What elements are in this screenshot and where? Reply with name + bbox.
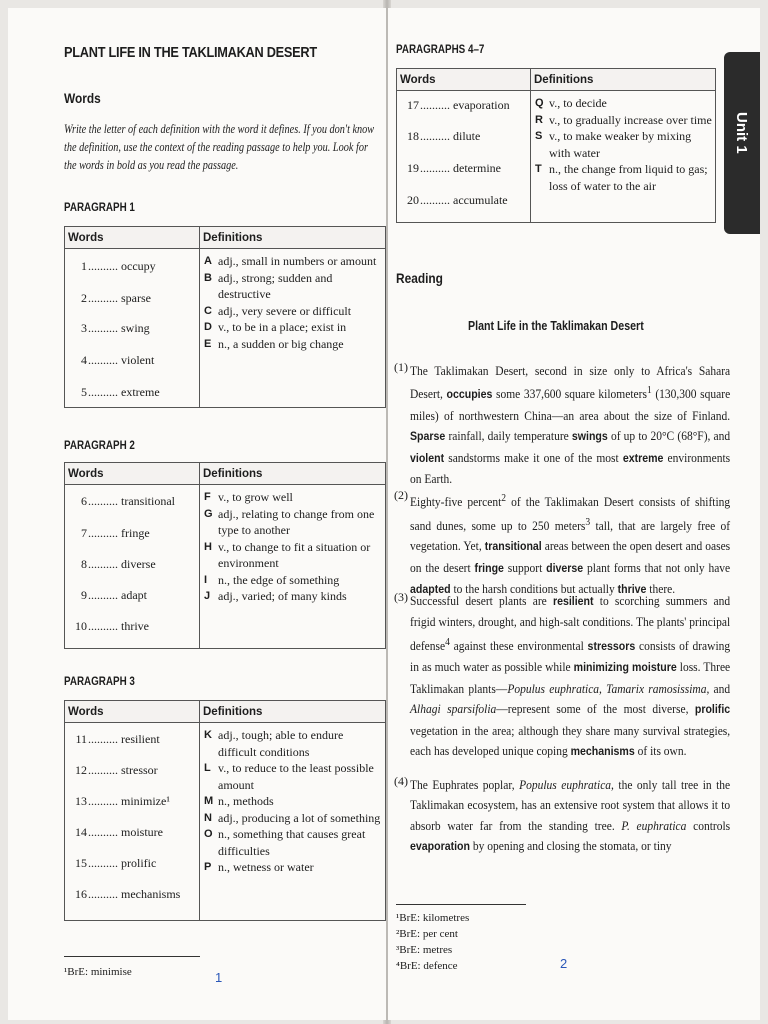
col-header-definitions: Definitions bbox=[200, 227, 386, 249]
col-header-definitions: Definitions bbox=[200, 701, 386, 723]
word-item bbox=[65, 485, 199, 517]
definition-text: n., the edge of something bbox=[218, 572, 340, 587]
word-item bbox=[65, 549, 199, 579]
unit-tab bbox=[724, 52, 760, 234]
paragraph-3-heading: PARAGRAPH 3 bbox=[64, 674, 135, 688]
vocab-table-p2 bbox=[64, 462, 386, 649]
footnote: ²BrE: per cent bbox=[396, 928, 458, 940]
vocab-word: sparse bbox=[121, 290, 151, 305]
word-item bbox=[65, 723, 199, 755]
definition-letter: L bbox=[204, 762, 211, 774]
definition-item bbox=[204, 506, 383, 539]
word-number: 8 bbox=[81, 556, 87, 571]
definition-text: n., something that causes great difficulties bbox=[218, 827, 366, 858]
definition-text: n., a sudden or big change bbox=[218, 336, 344, 351]
col-header-definitions: Definitions bbox=[531, 69, 716, 91]
definition-item bbox=[204, 270, 383, 303]
definition-letter: T bbox=[535, 163, 542, 175]
definition-letter: N bbox=[204, 811, 212, 824]
paragraph-1-heading: PARAGRAPH 1 bbox=[64, 200, 135, 214]
word-number: 20 bbox=[407, 192, 419, 207]
words-heading: Words bbox=[64, 90, 101, 106]
reading-paragraph-1: The Taklimakan Desert, second in size only to Africa's Sahara Desert, occupies some 337,600 square kilometers$^1$ (130,300 square miles) of northwestern China—an area about the size of Finland. Sparse rainfall, daily temperature swings of up to 20°C (68°F), and violent sandstorms make it one of the most extreme environments on Earth. bbox=[410, 364, 731, 487]
answer-blank[interactable]: .......... bbox=[88, 258, 118, 273]
word-number: 6 bbox=[81, 493, 87, 508]
definition-letter: K bbox=[204, 729, 212, 741]
answer-blank[interactable]: .......... bbox=[88, 855, 118, 870]
word-number: 14 bbox=[75, 824, 87, 839]
vocab-word: mechanisms bbox=[121, 886, 181, 901]
word-number: 2 bbox=[81, 290, 87, 305]
definition-text: adj., strong; sudden and destructive bbox=[218, 270, 333, 301]
page-title: PLANT LIFE IN THE TAKLIMAKAN DESERT bbox=[64, 44, 317, 61]
word-item bbox=[65, 377, 199, 407]
footnote-rule bbox=[64, 956, 200, 957]
vocab-word: occupy bbox=[121, 258, 156, 273]
answer-blank[interactable]: .......... bbox=[88, 793, 118, 808]
vocab-word: evaporation bbox=[453, 97, 510, 112]
right-page bbox=[388, 8, 760, 1020]
paragraph-mark: (1) bbox=[394, 360, 408, 374]
answer-blank[interactable]: .......... bbox=[420, 160, 450, 175]
definition-text: adj., varied; of many kinds bbox=[218, 589, 347, 603]
unit-tab-label: Unit 1 bbox=[733, 112, 750, 154]
footnotes bbox=[396, 910, 469, 974]
answer-blank[interactable]: .......... bbox=[88, 824, 118, 839]
word-list bbox=[397, 91, 530, 217]
definition-text: v., to gradually increase over time bbox=[549, 112, 712, 127]
definition-text: adj., producing a lot of something bbox=[218, 810, 381, 825]
paragraph-2-heading: PARAGRAPH 2 bbox=[64, 438, 135, 452]
word-item bbox=[65, 879, 199, 909]
vocab-word: moisture bbox=[121, 824, 163, 839]
col-header-words: Words bbox=[397, 69, 531, 91]
definition-text: v., to reduce to the least possible amount bbox=[218, 761, 374, 792]
instructions: Write the letter of each definition with the word it defines. If you don't know the definition, use the context of the reading passage to help you. Look for the words in bold as you read the passage. bbox=[64, 122, 375, 172]
col-header-words: Words bbox=[65, 227, 200, 249]
word-item bbox=[65, 817, 199, 847]
answer-blank[interactable]: .......... bbox=[88, 352, 118, 367]
word-number: 15 bbox=[75, 855, 87, 870]
word-number: 13 bbox=[75, 793, 87, 808]
definition-item bbox=[535, 112, 713, 129]
definition-list bbox=[535, 95, 713, 194]
definition-item bbox=[535, 161, 713, 194]
col-header-words: Words bbox=[65, 463, 200, 485]
definition-letter: O bbox=[204, 828, 213, 840]
reading-paragraph-2: Eighty-five percent$^2$ of the Taklimakan Desert consists of shifting sand dunes, some up to 250 meters$^3$ tall, that are largely free of vegetation. Yet, transitional areas between the open desert and oases on the desert fringe support diverse plant forms that not only have adapted to the harsh conditions but actually thrive there. bbox=[410, 493, 731, 596]
definition-text: v., to change to fit a situation or environment bbox=[218, 539, 371, 570]
definition-list bbox=[204, 489, 383, 605]
word-number: 4 bbox=[81, 352, 87, 367]
footnote: ³BrE: metres bbox=[396, 944, 453, 956]
definition-item bbox=[204, 489, 383, 506]
vocab-word: determine bbox=[453, 160, 501, 175]
definition-letter: B bbox=[204, 271, 212, 284]
word-item bbox=[65, 579, 199, 611]
footnote-rule bbox=[396, 904, 526, 905]
definition-letter: D bbox=[204, 321, 212, 333]
vocab-word: accumulate bbox=[453, 192, 508, 207]
word-number: 1 bbox=[81, 258, 87, 273]
definition-list bbox=[204, 253, 383, 352]
definition-item bbox=[204, 303, 383, 320]
word-item bbox=[65, 283, 199, 313]
word-item bbox=[65, 755, 199, 785]
page-number: 2 bbox=[560, 956, 568, 971]
definition-text: v., to make weaker by mixing with water bbox=[549, 129, 692, 160]
paragraphs-4-7-heading: PARAGRAPHS 4–7 bbox=[396, 42, 485, 56]
definition-text: adj., relating to change from one type to another bbox=[218, 506, 375, 537]
vocab-word: dilute bbox=[453, 128, 481, 143]
word-item bbox=[65, 517, 199, 549]
definition-item bbox=[204, 859, 383, 876]
definition-letter: R bbox=[535, 113, 543, 126]
answer-blank[interactable]: .......... bbox=[420, 128, 450, 143]
vocab-word: stressor bbox=[121, 762, 158, 777]
paragraph-mark: (3) bbox=[394, 590, 408, 604]
word-item bbox=[65, 313, 199, 343]
word-number: 7 bbox=[81, 525, 87, 540]
vocab-word: resilient bbox=[121, 731, 160, 746]
answer-blank[interactable]: .......... bbox=[88, 556, 118, 571]
definition-letter: C bbox=[204, 304, 212, 317]
footnote: ¹BrE: kilometres bbox=[396, 912, 470, 924]
answer-blank[interactable]: .......... bbox=[88, 886, 118, 901]
answer-blank[interactable]: .......... bbox=[88, 587, 118, 602]
reading-heading: Reading bbox=[396, 270, 443, 286]
definition-item bbox=[204, 793, 383, 810]
word-number: 19 bbox=[407, 160, 419, 175]
word-item bbox=[65, 249, 199, 283]
definition-item bbox=[204, 253, 383, 270]
word-number: 5 bbox=[81, 384, 87, 399]
vocab-word: minimize¹ bbox=[121, 793, 170, 808]
definition-text: adj., small in numbers or amount bbox=[218, 254, 377, 268]
definition-letter: S bbox=[535, 130, 543, 142]
vocab-word: fringe bbox=[121, 525, 150, 540]
definition-text: v., to grow well bbox=[218, 490, 293, 504]
answer-blank[interactable]: .......... bbox=[88, 525, 118, 540]
definition-text: n., methods bbox=[218, 794, 274, 808]
definition-text: adj., tough; able to endure difficult conditions bbox=[218, 728, 344, 759]
definition-item bbox=[204, 539, 383, 572]
definition-letter: J bbox=[204, 590, 211, 602]
definition-item bbox=[204, 760, 383, 793]
answer-blank[interactable]: .......... bbox=[88, 493, 118, 508]
col-header-words: Words bbox=[65, 701, 200, 723]
col-header-definitions: Definitions bbox=[200, 463, 386, 485]
word-number: 11 bbox=[75, 731, 87, 746]
definition-letter: Q bbox=[535, 97, 544, 109]
definition-letter: H bbox=[204, 540, 212, 553]
word-number: 10 bbox=[75, 618, 87, 633]
definition-item bbox=[204, 588, 383, 605]
word-number: 16 bbox=[75, 886, 87, 901]
definition-text: v., to decide bbox=[549, 96, 607, 110]
answer-blank[interactable]: .......... bbox=[88, 618, 118, 633]
definition-item bbox=[204, 727, 383, 760]
definition-item bbox=[204, 826, 383, 859]
vocab-word: extreme bbox=[121, 384, 160, 399]
passage-title: Plant Life in the Taklimakan Desert bbox=[468, 318, 644, 333]
definition-letter: F bbox=[204, 491, 211, 503]
reading-paragraph-3: Successful desert plants are resilient to scorching summers and frigid winters, drought, and high-salt conditions. The plants' principal defense$^4$ against these environmental stressors consists of drawing in as much water as possible while minimizing moisture loss. Three Taklimakan plants—Populus euphratica, Tamarix ramosissima, and Alhagi sparsifolia—represent some of the most diverse, prolific vegetation in the area; although they share many survival strategies, each has developed unique coping mechanisms of its own. bbox=[410, 594, 731, 758]
answer-blank[interactable]: .......... bbox=[88, 320, 118, 335]
vocab-table-p3 bbox=[64, 700, 386, 921]
answer-blank[interactable]: .......... bbox=[88, 762, 118, 777]
word-item bbox=[65, 847, 199, 879]
definition-letter: M bbox=[204, 795, 214, 807]
word-item bbox=[397, 153, 530, 183]
definition-item bbox=[204, 810, 383, 827]
definition-item bbox=[204, 336, 383, 353]
word-item bbox=[397, 183, 530, 217]
vocab-word: adapt bbox=[121, 587, 147, 602]
answer-blank[interactable]: .......... bbox=[420, 192, 450, 207]
vocab-word: diverse bbox=[121, 556, 156, 571]
vocab-word: violent bbox=[121, 352, 155, 367]
word-item bbox=[397, 91, 530, 119]
word-number: 18 bbox=[407, 128, 419, 143]
definition-item bbox=[535, 128, 713, 161]
footnote: ¹BrE: minimise bbox=[64, 966, 132, 978]
word-item bbox=[65, 611, 199, 641]
vocab-word: transitional bbox=[121, 493, 175, 508]
vocab-table-p1 bbox=[64, 226, 386, 408]
word-item bbox=[397, 119, 530, 153]
word-list bbox=[65, 723, 199, 909]
word-item bbox=[65, 785, 199, 817]
answer-blank[interactable]: .......... bbox=[420, 97, 450, 112]
vocab-word: prolific bbox=[121, 855, 157, 870]
paragraph-mark: (4) bbox=[394, 774, 408, 788]
definition-letter: E bbox=[204, 337, 212, 350]
definition-letter: P bbox=[204, 861, 212, 873]
word-number: 17 bbox=[407, 97, 419, 112]
definition-letter: I bbox=[204, 573, 208, 586]
vocab-table-p4-7 bbox=[396, 68, 716, 223]
paragraph-mark: (2) bbox=[394, 488, 408, 502]
definition-letter: G bbox=[204, 507, 213, 520]
word-list bbox=[65, 249, 199, 407]
definition-item bbox=[204, 572, 383, 589]
answer-blank[interactable]: .......... bbox=[88, 731, 118, 746]
definition-item bbox=[204, 319, 383, 336]
word-item bbox=[65, 343, 199, 377]
answer-blank[interactable]: .......... bbox=[88, 384, 118, 399]
definition-letter: A bbox=[204, 255, 212, 267]
definition-item bbox=[535, 95, 713, 112]
page-number: 1 bbox=[215, 970, 223, 985]
definition-text: n., wetness or water bbox=[218, 860, 314, 874]
definition-list bbox=[204, 727, 383, 876]
word-number: 3 bbox=[81, 320, 87, 335]
word-list bbox=[65, 485, 199, 641]
footnote: ⁴BrE: defence bbox=[396, 960, 458, 972]
answer-blank[interactable]: .......... bbox=[88, 290, 118, 305]
vocab-word: swing bbox=[121, 320, 150, 335]
vocab-word: thrive bbox=[121, 618, 149, 633]
definition-text: adj., very severe or difficult bbox=[218, 303, 352, 318]
definition-text: v., to be in a place; exist in bbox=[218, 320, 347, 334]
word-number: 12 bbox=[75, 762, 87, 777]
left-page bbox=[8, 8, 386, 1020]
definition-text: n., the change from liquid to gas; loss of water to the air bbox=[549, 162, 708, 193]
reading-paragraph-4: The Euphrates poplar, Populus euphratica, the only tall tree in the Taklimakan ecosystem, has an extensive root system that allows it to absorb water far from the standing tree. P. euphratica controls evaporation by opening and closing the stomata, or tiny bbox=[410, 778, 731, 854]
word-number: 9 bbox=[81, 587, 87, 602]
